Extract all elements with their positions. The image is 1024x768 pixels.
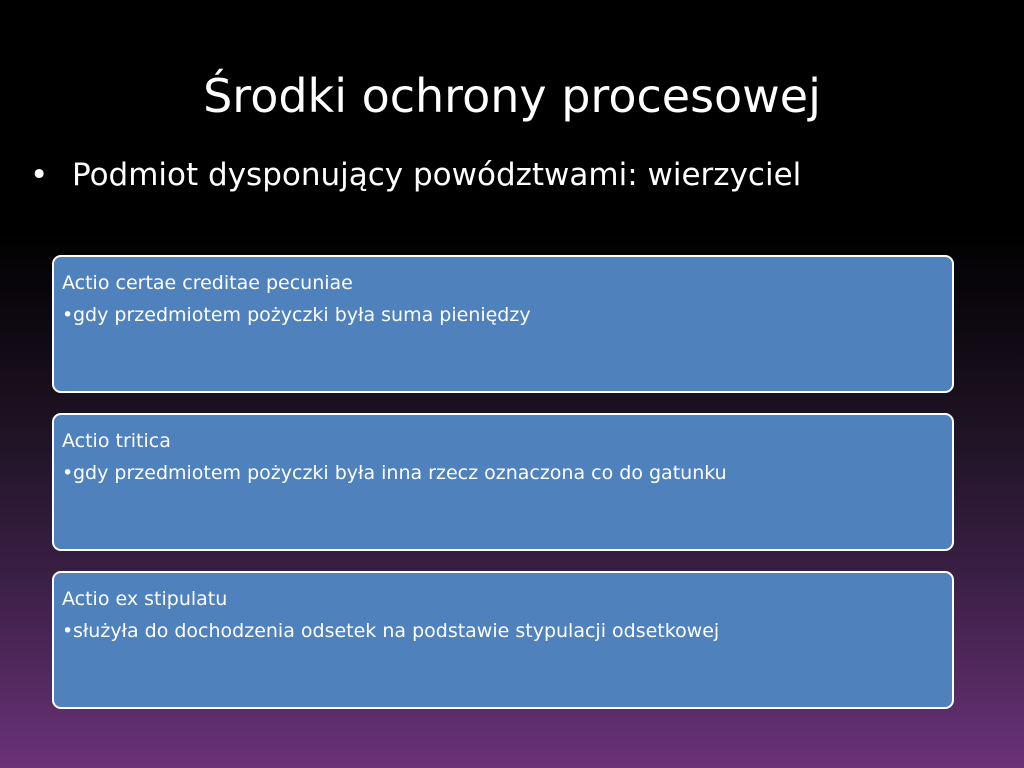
card-title: Actio certae creditae pecuniae [62,272,353,294]
card-point [62,299,944,331]
card-title: Actio ex stipulatu [62,588,228,610]
card-actio-certae-creditae-pecuniae [52,255,954,393]
card-title: Actio tritica [62,430,171,452]
main-bullet-text: Podmiot dysponujący powództwami: wierzyciel [72,157,802,193]
card-point-text: służyła do dochodzenia odsetek na podstawie stypulacji odsetkowej [73,620,720,642]
card-point [62,615,944,647]
card-actio-tritica [52,413,954,551]
card-point-text: gdy przedmiotem pożyczki była suma pieniędzy [73,304,531,326]
card-point [62,457,944,489]
main-bullet [30,150,1010,200]
slide-title: Środki ochrony procesowej [203,69,821,123]
bullet-marker: • [30,157,49,193]
card-bullet-marker: • [62,620,74,642]
card-bullet-marker: • [62,304,74,326]
card-actio-ex-stipulatu [52,571,954,709]
card-bullet-marker: • [62,462,74,484]
card-point-text: gdy przedmiotem pożyczki była inna rzecz oznaczona co do gatunku [73,462,727,484]
